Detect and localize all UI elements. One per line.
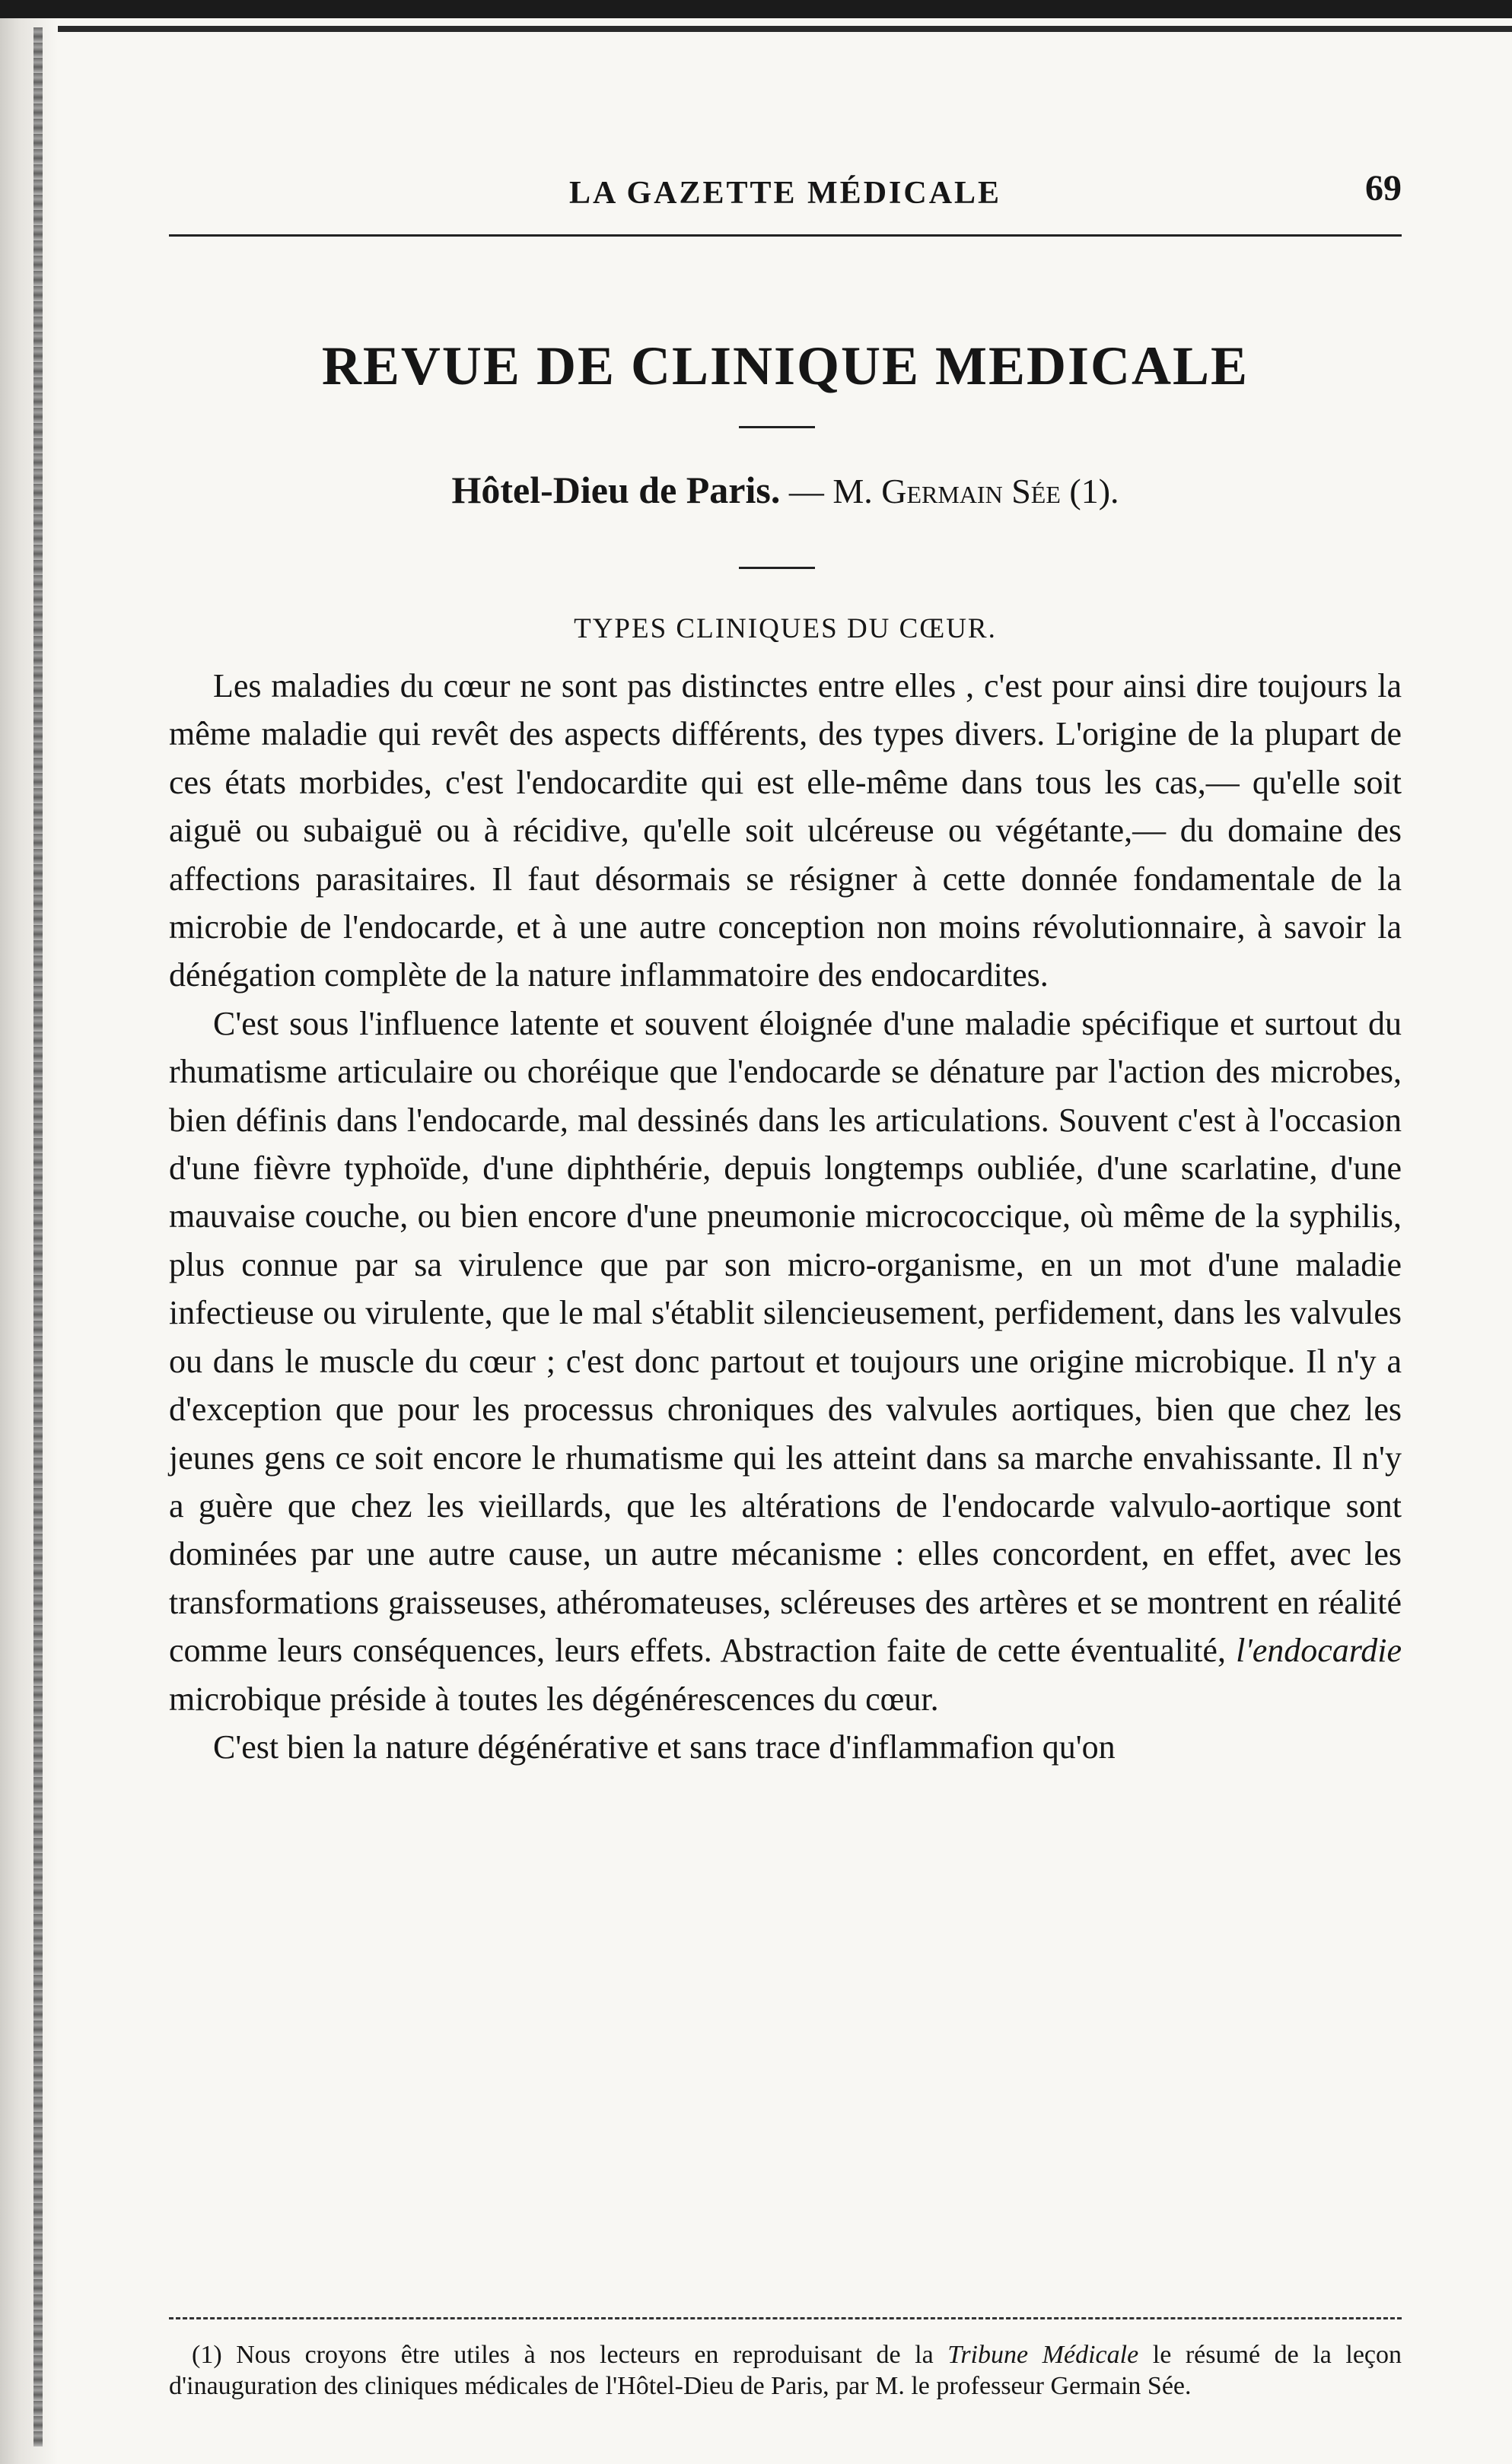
footnote-text-after: le résumé de la leçon d'inauguration des cliniques médicales de l'Hôtel-Dieu de Paris, par M. le professeur Germain Sée. — [169, 2341, 1402, 2400]
subtitle-divider — [739, 567, 815, 569]
footnote-text-before: Nous croyons être utiles à nos lecteurs en reproduisant de la — [236, 2341, 934, 2369]
footnote-italic: Tribune Médicale — [947, 2341, 1139, 2369]
footnote-rule — [169, 2317, 1402, 2319]
italic-term: l'endocardie — [1236, 1632, 1402, 1670]
book-binding-edge — [33, 27, 43, 2447]
scan-top-border — [0, 0, 1512, 18]
paragraph-2-end: microbique préside à toutes les dégénérescences du cœur. — [169, 1680, 939, 1718]
article-body — [169, 662, 1402, 1771]
paragraph-3: C'est bien la nature dégénérative et sans trace d'inflammafion qu'on — [213, 1728, 1116, 1766]
scan-left-margin — [0, 18, 58, 2464]
document-page — [169, 129, 1402, 2400]
section-title: REVUE DE CLINIQUE MEDICALE — [321, 335, 1249, 396]
paragraph-2-text: C'est sous l'influence latente et souvent éloignée d'une maladie spécifique et surtout du rhumatisme articulaire ou choréique que l'endocarde se dénature par l'action des microbes, bien définis dans l'endocarde, mal dessinés dans les articulations. Souvent c'est à l'occasion d'une fièvre typhoïde, d'une diphthérie, depuis longtemps oubliée, d'une scarlatine, d'une mauvaise couche, ou bien encore d'une pneumonie micrococcique, où même de la syphilis, plus connue par sa virulence que par son micro-organisme, en un mot d'une maladie infectieuse ou virulente, que le mal s'établit silencieusement, perfidement, dans les valvules ou dans le muscle du cœur ; c'est donc partout et toujours une origine microbique. Il n'y a d'exception que pour les processus chroniques des valvules aortiques, bien que chez les jeunes gens ce soit encore le rhumatisme qui les atteint dans sa marche envahissante. Il n'y a guère que chez les vieillards, que les altérations de l'endocarde valvulo-aortique sont dominées par une autre cause, un autre mécanisme : elles concordent, en effet, avec les transformations graisseuses, athéromateuses, scléreuses des artères et se montrent en réalité comme leurs conséquences, leurs effets. Abstraction faite de cette éventualité, — [169, 1004, 1402, 1670]
author-name: — M. Germain Sée (1). — [788, 472, 1119, 510]
footnote-text — [169, 2339, 1402, 2402]
journal-name: LA GAZETTE MÉDICALE — [568, 176, 1002, 211]
hospital-name: Hôtel-Dieu de Paris. — [451, 469, 781, 511]
running-head — [169, 129, 1402, 211]
title-divider — [739, 426, 815, 428]
page-number: 69 — [1365, 168, 1402, 208]
article-subtitle — [169, 468, 1402, 512]
scan-top-border-secondary — [0, 26, 1512, 32]
footnote-marker: (1) — [192, 2341, 222, 2369]
header-rule — [169, 234, 1402, 237]
footnote — [169, 2339, 1402, 2402]
paragraph-1: Les maladies du cœur ne sont pas distinctes entre elles , c'est pour ainsi dire toujours la même maladie qui revêt des aspects différents, des types divers. L'origine de la plupart de ces états morbides, c'est l'endocardite qui est elle-même dans tous les cas,— qu'elle soit aiguë ou subaiguë ou à récidive, qu'elle soit ulcéreuse ou végétante,— du domaine des affections parasitaires. Il faut désormais se résigner à cette donnée fondamentale de la microbie de l'endocarde, et à une autre conception non moins révolutionnaire, à savoir la dénégation complète de la nature inflammatoire des endocardites. — [169, 667, 1402, 994]
paragraph-2 — [169, 1000, 1402, 1723]
article-subheading: TYPES CLINIQUES DU CŒUR. — [574, 613, 997, 644]
